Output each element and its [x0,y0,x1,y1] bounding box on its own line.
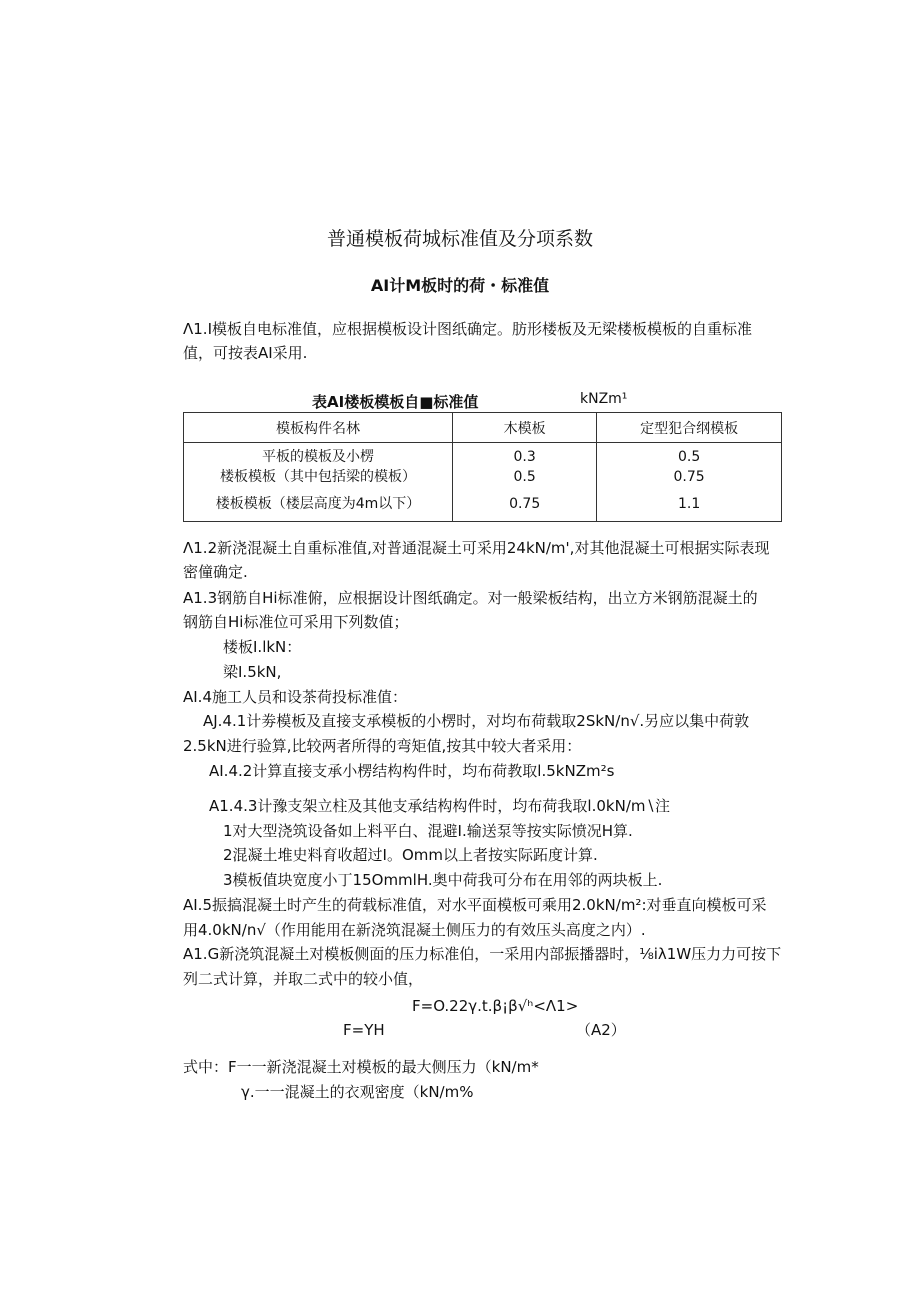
table-caption: 表AI楼板模板自■标准值 [312,393,479,411]
table-cell: 楼板模板（其中包括梁的模板） [184,467,453,487]
table-cell: 0.75 [453,487,597,522]
paragraph-a1-4-heading: AI.4施工人员和设茶荷投标准值： [183,688,407,706]
paragraph-a1-4-2: AI.4.2计算直接支承小楞结构构件时，均布荷教取l.5kNZm²s [209,762,615,780]
paragraph-a1-3-line1: A1.3钢筋自Hi标准俯，应根据设计图纸确定。对一般梁板结构，出立方米钢筋混凝土的 [183,589,758,607]
note-item: 2混凝土堆史料育收超过I。Omm以上者按实际跖度计算. [223,846,598,864]
paragraph-a1-5-line1: AI.5振搞混凝土时产生的荷载标准值，对水平面模板可乘用2.0kN∕m²:对垂直向模板可采 [183,896,767,914]
paragraph-a1-2-line2: 密僮确定. [183,563,248,581]
page-title: 普通模板荷城标准值及分项系数 [326,228,593,250]
formula-a2-number: （A2） [576,1021,626,1039]
list-item: 楼板I.lkN： [223,638,302,656]
formula-a1: F=O.22γ.t.β¡β√ʰ<Λ1> [412,997,579,1015]
list-item: 梁I.5kN, [223,663,282,681]
table-cell: 0.5 [597,443,782,468]
paragraph-a1-1-line1: Λ1.I模板自电标准值，应根据模板设计图纸确定。肪形楼板及无梁楼板模板的自重标准 [183,320,753,338]
table-cell: 0.5 [453,467,597,487]
formwork-weight-table [183,412,782,522]
paragraph-a1-4-3: A1.4.3计豫支架立柱及其他支承结构构件时，均布荷我取l.0kN∕m∖注 [209,797,671,815]
table-unit: kNZm¹ [580,391,628,407]
table-cell: 平板的模板及小楞 [184,443,453,468]
table-cell: 1.1 [597,487,782,522]
section-heading: AI计M板时的荷・标准值 [370,276,550,295]
paragraph-a1-4-1-line1: AJ.4.1计劵模板及直接支承模板的小楞时，对均布荷载取2SkN∕n√.另应以集中荷敦 [203,712,750,730]
table-row [184,487,782,522]
paragraph-a1-6-line2: 列二式计算，并取二式中的较小值， [183,970,424,988]
table-header-cell: 木模板 [453,413,597,443]
table-cell: 0.75 [597,467,782,487]
table-row [184,467,782,487]
note-item: 1对大型浇筑设备如上料平白、混避I.输送泵等按实际愤况H算. [223,822,633,840]
paragraph-a1-1-line2: 值，可按表AI采用. [183,344,308,362]
table-header-row [184,413,782,443]
paragraph-a1-3-line2: 钢筋自Hi标准位可采用下列数值； [183,613,409,631]
paragraph-a1-4-1-line2: 2.5kN进行验算,比较两者所得的弯矩值,按其中较大者采用： [183,737,582,755]
table-cell: 楼板模板（楼层高度为4m以下） [184,487,453,522]
definition-gamma: γ.一一混凝土的衣观密度（kN∕m% [241,1083,474,1101]
table-cell: 0.3 [453,443,597,468]
table-row [184,443,782,468]
definition-f: 式中：F一一新浇混凝土对模板的最大侧压力（kN∕m* [183,1058,539,1076]
paragraph-a1-5-line2: 用4.0kN/n√（作用能用在新浇筑混凝土侧压力的有效压头高度之内）. [183,921,646,939]
paragraph-a1-6-line1: A1.G新浇筑混凝土对模板侧面的压力标准伯，一采用内部振播器时，⅛iλ1W压力力可按下 [183,945,782,963]
paragraph-a1-2-line1: Λ1.2新浇混凝土自重标准值,对普通混凝土可采用24kN∕m',对其他混凝土可根据实际表现 [183,539,770,557]
formula-a2: F=YH [343,1021,385,1039]
table-header-cell: 模板构件名林 [184,413,453,443]
table-header-cell: 定型犯合纲模板 [597,413,782,443]
note-item: 3模板值块宽度小丁15OmmlH.奥中荷我可分布在用邻的两块板上. [223,871,663,889]
